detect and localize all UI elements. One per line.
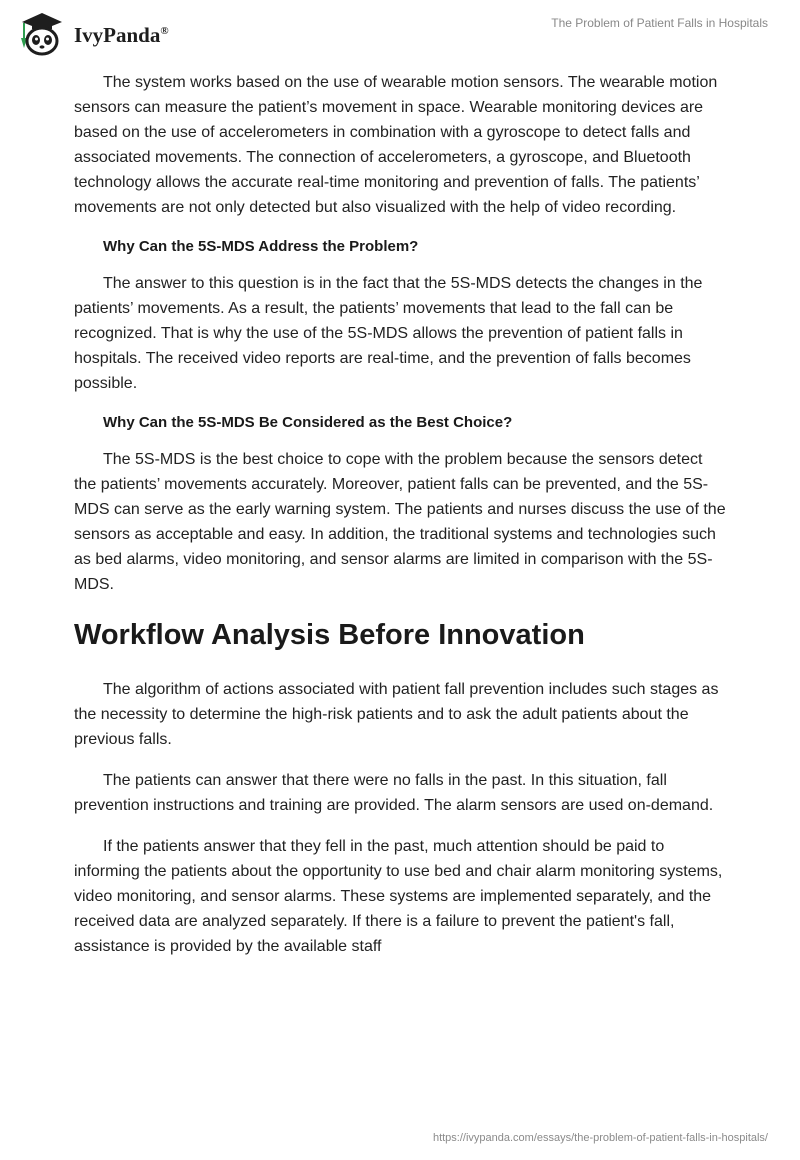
paragraph-no-falls: The patients can answer that there were no falls in the past. In this situation, fall prevention instructions and training are provided. The alarm sensors are used on-demand.	[74, 772, 714, 814]
document-title: The Problem of Patient Falls in Hospitals	[551, 16, 768, 30]
paragraph-best-choice: The 5S-MDS is the best choice to cope with the problem because the sensors detect the patients’ movements accurately. Moreover, patient falls can be prevented, and the 5S-MDS can serve as the early warning system. The patients and nurses discuss the use of the sensors as acceptable and easy. In addition, the traditional systems and technologies such as bed alarms, video monitoring, and sensor alarms are limited in comparison with the 5S-MDS.	[74, 451, 726, 593]
paragraph-past-falls: If the patients answer that they fell in the past, much attention should be paid to informing the patients about the opportunity to use bed and chair alarm monitoring systems, video monitoring, and sensor alarms. These systems are implemented separately, and the received data are analyzed separately. If there is a failure to prevent the patient's fall, assistance is provided by the available staff	[74, 838, 723, 955]
section-heading-workflow: Workflow Analysis Before Innovation	[74, 619, 585, 651]
paragraph-address-problem: The answer to this question is in the fact that the 5S-MDS detects the changes in the patients’ movements. As a result, the patients’ movements that lead to the fall can be recognized. That is why the use of the 5S-MDS allows the prevention of patient falls in hospitals. The received video reports are real-time, and the prevention of falls becomes possible.	[74, 275, 703, 392]
essay-body	[74, 70, 728, 975]
subheading-address-problem: Why Can the 5S-MDS Address the Problem?	[103, 238, 419, 255]
paragraph-algorithm: The algorithm of actions associated with patient fall prevention includes such stages as the necessity to determine the high-risk patients and to ask the adult patients about the previous falls.	[74, 681, 719, 748]
subheading-best-choice: Why Can the 5S-MDS Be Considered as the Best Choice?	[103, 414, 513, 431]
page-header	[0, 0, 800, 64]
panda-graduate-logo-icon	[14, 8, 70, 58]
source-url[interactable]: https://ivypanda.com/essays/the-problem-of-patient-falls-in-hospitals/	[432, 1132, 768, 1144]
paragraph-wearable-sensors: The system works based on the use of wearable motion sensors. The wearable motion sensors can measure the patient’s movement in space. Wearable monitoring devices are based on the use of accelerometers in combination with a gyroscope to detect falls and associated movements. The connection of accelerometers, a gyroscope, and Bluetooth technology allows the accurate real-time monitoring and prevention of falls. The patients’ movements are not only detected but also visualized with the help of video recording.	[74, 74, 718, 216]
brand-name: IvyPanda®	[74, 22, 169, 47]
brand-logo[interactable]	[14, 8, 169, 58]
